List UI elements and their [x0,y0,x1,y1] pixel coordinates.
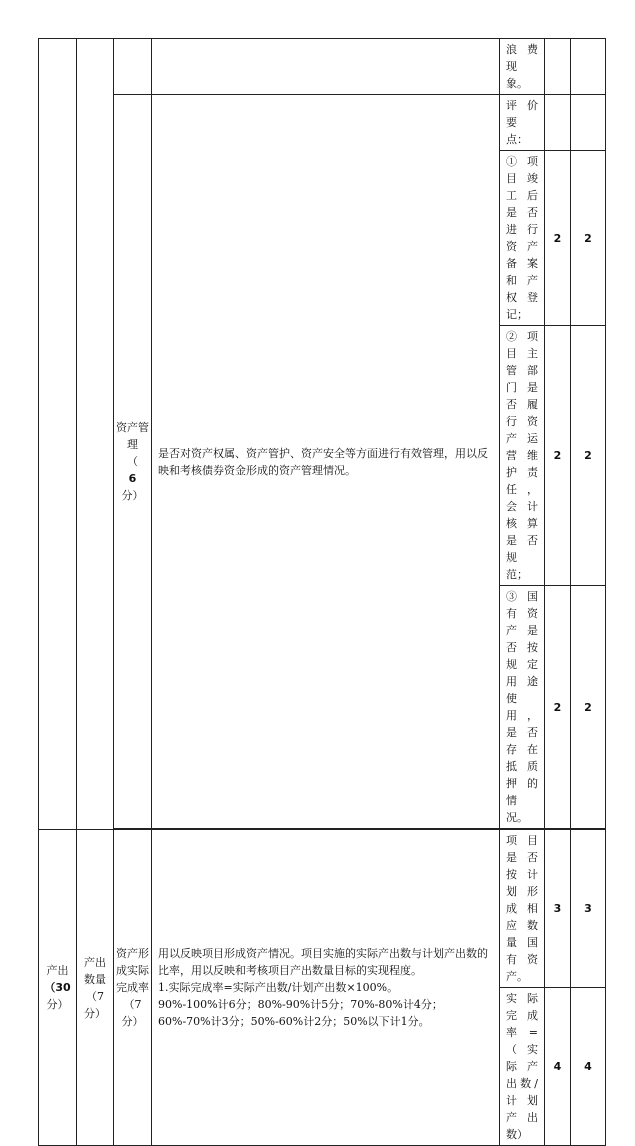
level3-cell-empty [114,39,152,95]
criterion-item-1: ①项目竣工后是否进行资产备案和产权登记； [500,151,545,326]
output-item-1-score: 3 [545,830,571,988]
row-asset-header [39,95,606,151]
item-1-actual-score: 2 [571,151,606,326]
output-description-line-1: 用以反映项目形成资产情况。项目实施的实际产出数与计划产出数的比率，用以反映和考核项目产出数量目标的实现程度。 [158,947,488,977]
score-cell-empty [545,39,571,95]
output-description-cell [152,830,500,1146]
output-score-open: （ [44,981,56,994]
item-2-actual-score: 2 [571,326,606,586]
output-criterion-2: 实际完成率=（实际产出数/计划产出数） [500,988,545,1146]
asset-management-label-cell [114,95,152,829]
row-continuation [39,39,606,95]
asset-management-description: 是否对资产权属、资产管护、资产安全等方面进行有效管理，用以反映和考核债券资金形成的资产管理情况。 [152,95,500,829]
output-criterion-1: 项目是否按计划形成相应数量国有资产。 [500,830,545,988]
asset-management-score-open: （ [127,455,138,468]
level1-cell-empty [39,39,77,830]
level2-cell-empty [77,39,114,830]
output-quantity-cell [77,830,114,1146]
asset-management-score-close: 分） [121,489,144,502]
output-description-line-2: 1.实际完成率=实际产出数/计划产出数×100%。 [158,981,399,994]
output-item-1-actual-score: 3 [571,830,606,988]
asset-completion-rate-label: 资产形成实际完成率（7分） [114,830,152,1146]
criteria-header: 评价要点： [500,95,545,151]
output-item-2-score: 4 [545,988,571,1146]
output-label: 产出 [46,964,69,977]
output-item-2-actual-score: 4 [571,988,606,1146]
output-quantity-score: （7分） [84,989,106,1020]
asset-management-score: 6 [128,472,137,485]
criterion-item-3: ③国有资产是否按规定用途使用，是否存在抵质押的情况。 [500,586,545,829]
description-cell-empty [152,39,500,95]
item-3-score: 2 [545,586,571,829]
criterion-item-2: ②项目主管部门是否履行资产运营维护责任，会计核算是否规范； [500,326,545,586]
asset-management-label: 资产管理 [116,421,149,451]
output-label-cell [39,830,77,1146]
actual-score-cell-empty [571,95,606,151]
item-2-score: 2 [545,326,571,586]
evaluation-table [38,38,606,1146]
actual-score-cell-empty [571,39,606,95]
output-score: 30 [55,981,71,994]
score-cell-empty [545,95,571,151]
item-1-score: 2 [545,151,571,326]
output-quantity-label: 产出数量 [84,955,106,986]
row-output-item-1 [39,830,606,988]
output-description-line-3: 90%-100%计6分；80%-90%计5分；70%-80%计4分；60%-70%计3分；50%-60%计2分；50%以下计1分。 [158,998,443,1028]
output-score-close: 分） [46,998,69,1011]
criterion-cell: 浪费现象。 [500,39,545,95]
item-3-actual-score: 2 [571,586,606,829]
